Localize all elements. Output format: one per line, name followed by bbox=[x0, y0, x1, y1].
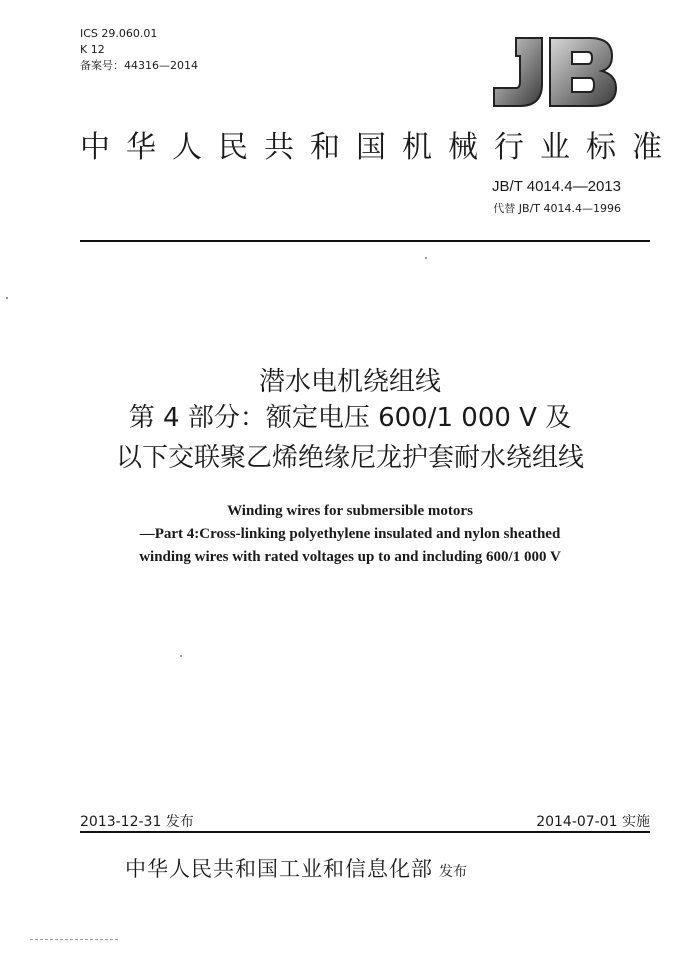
publisher-suffix: 发布 bbox=[439, 864, 467, 880]
footer-divider bbox=[80, 831, 650, 833]
title-en-line-1: Winding wires for submersible motors bbox=[227, 503, 473, 519]
scan-speck bbox=[6, 297, 8, 299]
title-en-line-2: —Part 4:Cross-linking polyethylene insulated and nylon sheathed bbox=[139, 526, 561, 542]
publisher-name: 中华人民共和国工业和信息化部 bbox=[125, 857, 433, 881]
issue-date: 2013-12-31 发布 bbox=[80, 814, 194, 830]
standard-number: JB/T 4014.4—2013 bbox=[492, 178, 621, 195]
class-code: K 12 bbox=[80, 43, 105, 56]
title-en-line-3: winding wires with rated voltages up to and including 600/1 000 V bbox=[139, 549, 561, 565]
header-divider bbox=[80, 240, 650, 242]
scan-artifact-line bbox=[30, 939, 118, 940]
header-meta bbox=[80, 26, 198, 74]
implementation-date: 2014-07-01 实施 bbox=[536, 814, 650, 830]
publisher bbox=[125, 853, 467, 883]
title-cn-line-1: 潜水电机绕组线 bbox=[258, 367, 441, 397]
scan-speck bbox=[425, 257, 427, 259]
scan-speck bbox=[180, 655, 182, 657]
replaces-standard: 代替 JB/T 4014.4—1996 bbox=[493, 202, 621, 215]
jb-logo-icon bbox=[486, 34, 620, 110]
organization-title: 中华人民共和国机械行业标准 bbox=[80, 130, 678, 165]
record-number: 备案号：44316—2014 bbox=[80, 59, 198, 72]
title-cn-line-2: 第 4 部分：额定电压 600/1 000 V 及 bbox=[128, 403, 572, 433]
title-cn-line-3: 以下交联聚乙烯绝缘尼龙护套耐水绕组线 bbox=[115, 443, 584, 473]
ics-code: ICS 29.060.01 bbox=[80, 27, 158, 40]
